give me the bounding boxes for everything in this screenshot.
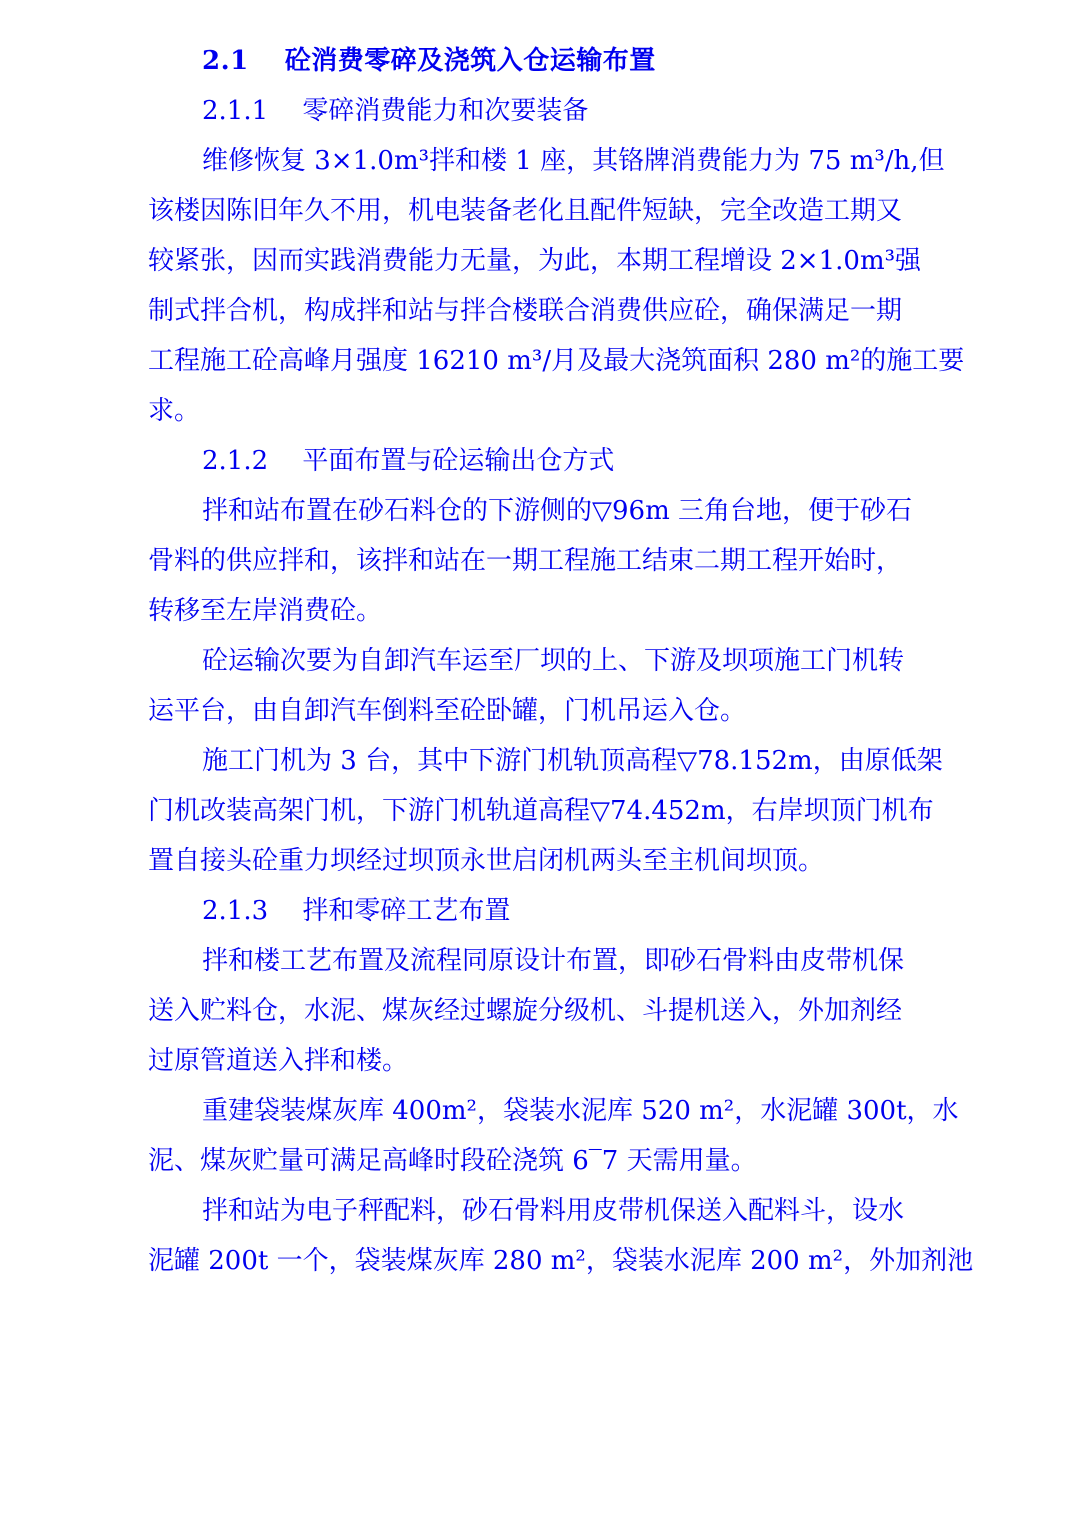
subsection-heading: 2.1.1 零碎消费能力和次要装备 bbox=[202, 96, 589, 126]
paragraph-line: 求。 bbox=[148, 396, 201, 426]
paragraph-line: 工程施工砼高峰月强度 16210 m³/月及最大浇筑面积 280 m²的施工要 bbox=[148, 346, 965, 376]
paragraph-first-line: 拌和楼工艺布置及流程同原设计布置，即砂石骨料由皮带机保 bbox=[202, 946, 905, 976]
paragraph-line: 泥、煤灰贮量可满足高峰时段砼浇筑 6‾7 天需用量。 bbox=[148, 1146, 757, 1176]
document-page bbox=[148, 36, 974, 1286]
paragraph-line: 过原管道送入拌和楼。 bbox=[148, 1046, 409, 1076]
subsection-heading: 2.1.2 平面布置与砼运输出仓方式 bbox=[202, 446, 615, 476]
paragraph-line: 较紧张，因而实践消费能力无量，为此，本期工程增设 2×1.0m³强 bbox=[148, 246, 922, 276]
paragraph-line: 置自接头砼重力坝经过坝顶永世启闭机两头至主机间坝顶。 bbox=[148, 846, 825, 876]
paragraph-line: 该楼因陈旧年久不用，机电装备老化且配件短缺，完全改造工期又 bbox=[148, 196, 903, 226]
paragraph-line: 运平台，由自卸汽车倒料至砼卧罐，门机吊运入仓。 bbox=[148, 696, 747, 726]
paragraph-first-line: 重建袋装煤灰库 400m²，袋装水泥库 520 m²，水泥罐 300t，水 bbox=[202, 1096, 959, 1126]
paragraph-first-line: 拌和站为电子秤配料，砂石骨料用皮带机保送入配料斗，设水 bbox=[202, 1196, 905, 1226]
section-heading: 2.1 砼消费零碎及浇筑入仓运输布置 bbox=[202, 46, 656, 76]
paragraph-line: 制式拌合机，构成拌和站与拌合楼联合消费供应砼，确保满足一期 bbox=[148, 296, 903, 326]
paragraph-line: 门机改装高架门机，下游门机轨道高程▽74.452m，右岸坝顶门机布 bbox=[148, 796, 934, 826]
paragraph-first-line: 拌和站布置在砂石料仓的下游侧的▽96m 三角台地，便于砂石 bbox=[202, 496, 912, 526]
paragraph-first-line: 维修恢复 3×1.0m³拌和楼 1 座，其铬牌消费能力为 75 m³/h,但 bbox=[202, 146, 945, 176]
subsection-heading: 2.1.3 拌和零碎工艺布置 bbox=[202, 896, 511, 926]
paragraph-line: 转移至左岸消费砼。 bbox=[148, 596, 383, 626]
paragraph-line: 泥罐 200t 一个，袋装煤灰库 280 m²，袋装水泥库 200 m²，外加剂池 bbox=[148, 1246, 974, 1276]
paragraph-first-line: 砼运输次要为自卸汽车运至厂坝的上、下游及坝项施工门机转 bbox=[202, 646, 905, 676]
paragraph-line: 送入贮料仓，水泥、煤灰经过螺旋分级机、斗提机送入，外加剂经 bbox=[148, 996, 903, 1026]
paragraph-first-line: 施工门机为 3 台，其中下游门机轨顶高程▽78.152m，由原低架 bbox=[202, 746, 943, 776]
paragraph-line: 骨料的供应拌和，该拌和站在一期工程施工结束二期工程开始时， bbox=[148, 546, 903, 576]
